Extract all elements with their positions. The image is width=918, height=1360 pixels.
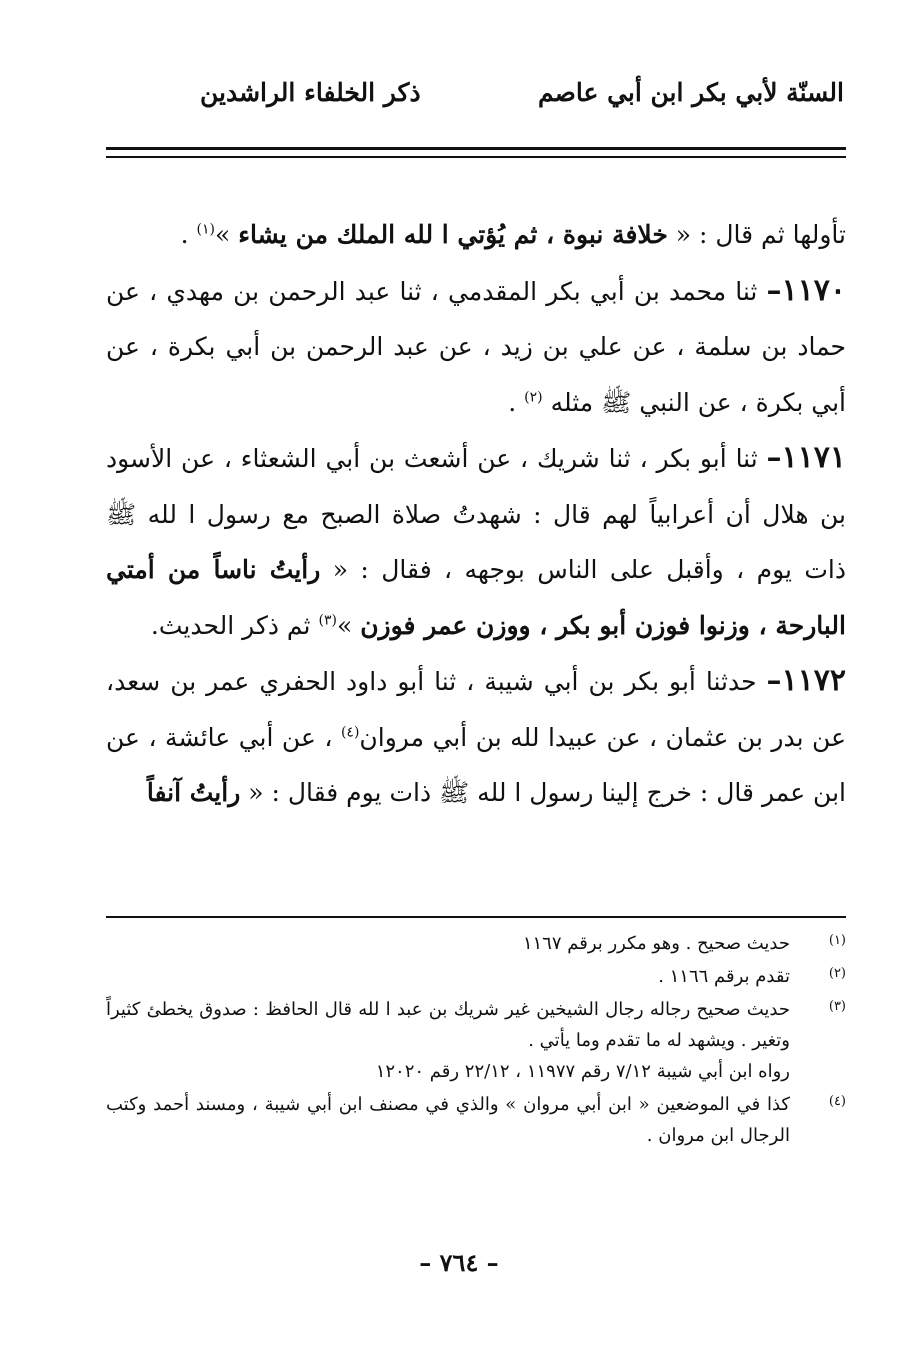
book-title: السنّة لأبي بكر ابن أبي عاصم xyxy=(537,78,844,107)
hadith-number-1172: ١١٧٢ xyxy=(781,663,846,698)
hadith-1172 xyxy=(106,653,846,821)
footnote-text: حديث صحيح رجاله رجال الشيخين غير شريك بن عبد ا لله قال الحافظ : صدوق يخطئ كثيراً وتغير . ويشهد له ما تقدم وما يأتي . xyxy=(106,999,790,1051)
footnote-3 xyxy=(106,994,846,1087)
hadith-1172-quote: رأيتُ آنفاً xyxy=(146,778,241,807)
hadith-1171-text: ثنا أبو بكر ، ثنا شريك ، عن أشعث بن أبي الشعثاء ، عن الأسود بن هلال أن أعرابياً لهم قال : شهدتُ صلاة الصبح مع رسول ا لله ﷺ ذات يوم ، وأقبل على الناس بوجهه ، فقال : « xyxy=(106,444,846,584)
footnote-ref-4: (٤) xyxy=(340,724,360,741)
footnote-ref-3: (٣) xyxy=(318,612,337,629)
header-rule-thick xyxy=(106,147,846,150)
footnote-1 xyxy=(106,928,846,959)
hadith-1171-tail: ثم ذكر الحديث. xyxy=(150,610,319,640)
footnote-4 xyxy=(106,1089,846,1151)
intro-paragraph xyxy=(106,207,846,263)
hadith-number-1171: ١١٧١ xyxy=(781,440,846,475)
hadith-1172-text-cont: ، عن أبي عائشة ، عن ابن عمر قال : خرج إلينا رسول ا لله ﷺ ذات يوم فقال : « xyxy=(106,722,846,807)
footnote-text: حديث صحيح . وهو مكرر برقم ١١٦٧ xyxy=(522,933,790,954)
hadith-1171-close: » xyxy=(336,610,361,640)
footnote-mark: (٢) xyxy=(828,966,846,981)
footnote-mark: (٣) xyxy=(828,999,846,1014)
header-rule-thin xyxy=(106,156,846,158)
running-header xyxy=(110,74,844,120)
chapter-title: ذكر الخلفاء الراشدين xyxy=(200,78,421,107)
footnote-text: تقدم برقم ١١٦٦ . xyxy=(658,966,790,987)
footnote-mark: (١) xyxy=(828,933,846,948)
intro-lead: تأولها ثم قال : « xyxy=(667,220,846,249)
footnote-ref-2: (٢) xyxy=(524,389,543,406)
footnote-text: كذا في الموضعين « ابن أبي مروان » والذي في مصنف ابن أبي شيبة ، ومسند أحمد وكتب الرجال ابن مروان . xyxy=(106,1094,790,1146)
hadith-1171-quote: رأيتُ ناساً من أمتي البارحة ، وزنوا فوزن أبو بكر ، ووزن عمر فوزن xyxy=(106,555,846,640)
hadith-number-1170: ١١٧٠ xyxy=(781,272,846,308)
footnote-2 xyxy=(106,961,846,992)
number-dash: – xyxy=(766,272,782,308)
footnote-text-line2: رواه ابن أبي شيبة ٧/١٢ رقم ١١٩٧٧ ، ٢٢/١٢ رقم ١٢٠٢٠ xyxy=(375,1061,790,1082)
intro-quote: خلافة نبوة ، ثم يُؤتي ا لله الملك من يشاء xyxy=(238,220,668,249)
footnotes xyxy=(106,928,846,1153)
hadith-1171 xyxy=(106,430,846,653)
intro-tail: . xyxy=(180,220,197,249)
hadith-1170-tail: . xyxy=(508,387,525,417)
main-text xyxy=(106,207,846,821)
hadith-1172-text: حدثنا أبو بكر بن أبي شيبة ، ثنا أبو داود الحفري عمر بن سعد، عن بدر بن عثمان ، عن عبيدا لله بن أبي مروان xyxy=(106,667,846,752)
footnote-ref-1: (١) xyxy=(196,221,215,238)
number-dash: – xyxy=(766,663,782,698)
hadith-1170 xyxy=(106,263,846,431)
page-number: – ٧٦٤ – xyxy=(419,1248,499,1277)
number-dash: – xyxy=(766,440,782,475)
footnote-separator xyxy=(106,916,846,918)
footnote-mark: (٤) xyxy=(828,1094,846,1109)
hadith-1170-text: ثنا محمد بن أبي بكر المقدمي ، ثنا عبد الرحمن بن مهدي ، عن حماد بن سلمة ، عن علي بن زيد ، عن عبد الرحمن بن أبي بكرة ، عن أبي بكرة ، عن النبي ﷺ مثله xyxy=(106,276,846,417)
intro-close: » xyxy=(214,220,239,249)
